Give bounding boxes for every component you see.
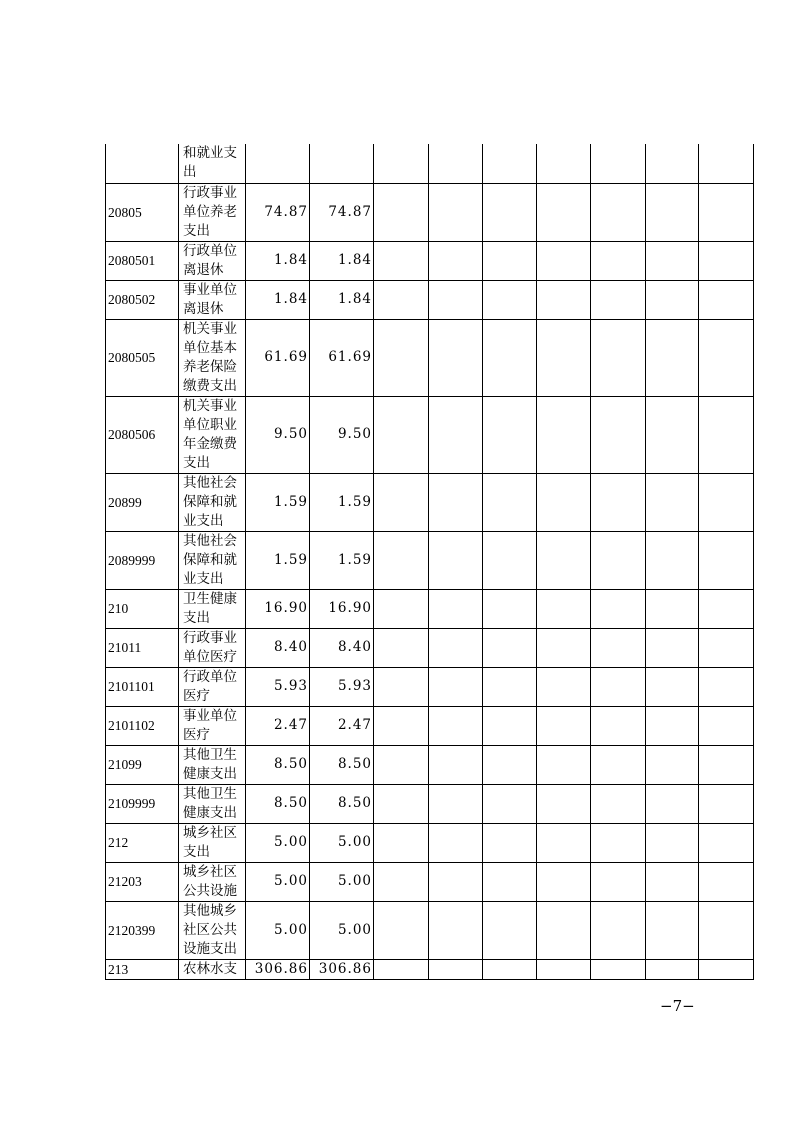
item-name-line: 农林水支 — [183, 960, 237, 977]
empty-cell — [646, 280, 699, 319]
table-row — [106, 531, 754, 589]
empty-cell — [537, 396, 591, 473]
empty-cell — [483, 531, 537, 589]
empty-cell — [429, 901, 483, 959]
empty-cell — [646, 183, 699, 241]
basic-amount: 16.90 — [310, 589, 374, 628]
empty-cell — [591, 280, 646, 319]
total-amount: 5.00 — [246, 823, 310, 862]
item-name-line: 其他城乡 — [183, 902, 237, 919]
item-name — [179, 706, 246, 745]
empty-cell — [591, 823, 646, 862]
empty-cell — [646, 745, 699, 784]
empty-cell — [483, 183, 537, 241]
empty-cell — [374, 784, 429, 823]
item-name-line: 支出 — [183, 454, 210, 471]
item-name-line: 单位养老 — [183, 203, 237, 220]
empty-cell — [537, 901, 591, 959]
item-code: 21099 — [106, 745, 179, 784]
item-code: 2101101 — [106, 667, 179, 706]
empty-cell — [374, 280, 429, 319]
total-amount: 306.86 — [246, 959, 310, 979]
item-code: 2080506 — [106, 396, 179, 473]
table-row — [106, 823, 754, 862]
empty-cell — [646, 319, 699, 396]
empty-cell — [699, 959, 754, 979]
empty-cell — [483, 823, 537, 862]
empty-cell — [429, 706, 483, 745]
item-name-line: 其他社会 — [183, 532, 237, 549]
empty-cell — [429, 144, 483, 183]
empty-cell — [429, 319, 483, 396]
item-name-line: 社区公共 — [183, 921, 237, 938]
item-name-line: 行政事业 — [183, 184, 237, 201]
empty-cell — [646, 901, 699, 959]
basic-amount: 8.50 — [310, 784, 374, 823]
empty-cell — [374, 473, 429, 531]
item-name-line: 支出 — [183, 609, 210, 626]
table-row — [106, 319, 754, 396]
item-code: 21011 — [106, 628, 179, 667]
empty-cell — [646, 589, 699, 628]
item-name-line: 事业单位 — [183, 281, 237, 298]
item-code: 2109999 — [106, 784, 179, 823]
item-code: 2080501 — [106, 241, 179, 280]
item-name-line: 医疗 — [183, 687, 210, 704]
item-name — [179, 589, 246, 628]
empty-cell — [699, 862, 754, 901]
item-name-line: 健康支出 — [183, 804, 237, 821]
empty-cell — [591, 589, 646, 628]
empty-cell — [537, 589, 591, 628]
table-row — [106, 473, 754, 531]
item-code: 2080505 — [106, 319, 179, 396]
item-name-line: 其他社会 — [183, 474, 237, 491]
empty-cell — [591, 531, 646, 589]
empty-cell — [483, 959, 537, 979]
table-row — [106, 589, 754, 628]
item-code: 213 — [106, 959, 179, 979]
total-amount: 61.69 — [246, 319, 310, 396]
table-row — [106, 745, 754, 784]
empty-cell — [699, 745, 754, 784]
empty-cell — [537, 241, 591, 280]
empty-cell — [537, 959, 591, 979]
empty-cell — [591, 319, 646, 396]
empty-cell — [646, 706, 699, 745]
empty-cell — [483, 589, 537, 628]
page-number: −7− — [660, 997, 695, 1015]
empty-cell — [429, 667, 483, 706]
table-row — [106, 396, 754, 473]
total-amount: 5.00 — [246, 862, 310, 901]
basic-amount: 306.86 — [310, 959, 374, 979]
empty-cell — [374, 823, 429, 862]
item-name-line: 业支出 — [183, 512, 224, 529]
empty-cell — [699, 901, 754, 959]
empty-cell — [699, 628, 754, 667]
item-name-line: 其他卫生 — [183, 785, 237, 802]
item-name — [179, 319, 246, 396]
item-name-line: 设施支出 — [183, 940, 237, 957]
empty-cell — [591, 862, 646, 901]
table-row — [106, 706, 754, 745]
total-amount: 1.59 — [246, 473, 310, 531]
total-amount: 5.93 — [246, 667, 310, 706]
empty-cell — [591, 667, 646, 706]
item-name-line: 卫生健康 — [183, 590, 237, 607]
empty-cell — [646, 396, 699, 473]
empty-cell — [429, 531, 483, 589]
empty-cell — [374, 745, 429, 784]
empty-cell — [537, 144, 591, 183]
empty-cell — [374, 667, 429, 706]
empty-cell — [699, 589, 754, 628]
empty-cell — [374, 706, 429, 745]
empty-cell — [483, 706, 537, 745]
item-name-line: 行政单位 — [183, 668, 237, 685]
item-name — [179, 531, 246, 589]
item-name-line: 业支出 — [183, 570, 224, 587]
empty-cell — [591, 784, 646, 823]
item-code — [106, 144, 179, 183]
item-name-line: 城乡社区 — [183, 824, 237, 841]
item-name — [179, 628, 246, 667]
item-name-line: 行政单位 — [183, 242, 237, 259]
empty-cell — [591, 183, 646, 241]
item-name-line: 单位基本 — [183, 339, 237, 356]
empty-cell — [646, 667, 699, 706]
empty-cell — [429, 396, 483, 473]
empty-cell — [537, 531, 591, 589]
empty-cell — [374, 396, 429, 473]
item-name — [179, 823, 246, 862]
empty-cell — [483, 667, 537, 706]
empty-cell — [483, 319, 537, 396]
empty-cell — [374, 862, 429, 901]
basic-amount — [310, 144, 374, 183]
empty-cell — [699, 241, 754, 280]
table-row — [106, 901, 754, 959]
item-name-line: 机关事业 — [183, 397, 237, 414]
empty-cell — [646, 959, 699, 979]
empty-cell — [483, 241, 537, 280]
item-name — [179, 144, 246, 183]
item-name — [179, 901, 246, 959]
empty-cell — [591, 396, 646, 473]
table-row — [106, 784, 754, 823]
basic-amount: 74.87 — [310, 183, 374, 241]
empty-cell — [429, 241, 483, 280]
item-code: 21203 — [106, 862, 179, 901]
item-name-line: 保障和就 — [183, 493, 237, 510]
item-name — [179, 396, 246, 473]
total-amount: 5.00 — [246, 901, 310, 959]
empty-cell — [699, 144, 754, 183]
empty-cell — [646, 241, 699, 280]
empty-cell — [483, 473, 537, 531]
basic-amount: 2.47 — [310, 706, 374, 745]
item-name-line: 其他卫生 — [183, 746, 237, 763]
empty-cell — [646, 862, 699, 901]
empty-cell — [483, 280, 537, 319]
empty-cell — [699, 667, 754, 706]
basic-amount: 1.59 — [310, 531, 374, 589]
empty-cell — [591, 241, 646, 280]
item-code: 20899 — [106, 473, 179, 531]
empty-cell — [374, 901, 429, 959]
empty-cell — [483, 628, 537, 667]
item-name-line: 离退休 — [183, 261, 224, 278]
empty-cell — [699, 531, 754, 589]
item-name-line: 医疗 — [183, 726, 210, 743]
total-amount: 1.59 — [246, 531, 310, 589]
basic-amount: 9.50 — [310, 396, 374, 473]
basic-amount: 1.59 — [310, 473, 374, 531]
empty-cell — [483, 862, 537, 901]
empty-cell — [429, 784, 483, 823]
empty-cell — [483, 144, 537, 183]
empty-cell — [537, 667, 591, 706]
empty-cell — [591, 745, 646, 784]
empty-cell — [537, 706, 591, 745]
item-name-line: 机关事业 — [183, 320, 237, 337]
empty-cell — [699, 473, 754, 531]
item-name-line: 支出 — [183, 222, 210, 239]
item-name-line: 健康支出 — [183, 765, 237, 782]
empty-cell — [699, 784, 754, 823]
empty-cell — [374, 241, 429, 280]
empty-cell — [591, 959, 646, 979]
empty-cell — [483, 396, 537, 473]
item-name — [179, 784, 246, 823]
empty-cell — [646, 144, 699, 183]
empty-cell — [537, 862, 591, 901]
empty-cell — [699, 280, 754, 319]
empty-cell — [374, 628, 429, 667]
item-name — [179, 280, 246, 319]
empty-cell — [429, 823, 483, 862]
item-name-line: 保障和就 — [183, 551, 237, 568]
empty-cell — [374, 183, 429, 241]
basic-amount: 5.93 — [310, 667, 374, 706]
empty-cell — [537, 280, 591, 319]
empty-cell — [591, 144, 646, 183]
total-amount: 2.47 — [246, 706, 310, 745]
basic-amount: 61.69 — [310, 319, 374, 396]
item-name-line: 行政事业 — [183, 629, 237, 646]
empty-cell — [374, 319, 429, 396]
empty-cell — [374, 144, 429, 183]
table-row — [106, 862, 754, 901]
total-amount: 1.84 — [246, 280, 310, 319]
item-name-line: 事业单位 — [183, 707, 237, 724]
empty-cell — [374, 959, 429, 979]
empty-cell — [591, 706, 646, 745]
item-code: 2101102 — [106, 706, 179, 745]
table-row — [106, 241, 754, 280]
item-name-line: 年金缴费 — [183, 435, 237, 452]
empty-cell — [646, 628, 699, 667]
total-amount: 16.90 — [246, 589, 310, 628]
basic-amount: 5.00 — [310, 901, 374, 959]
empty-cell — [374, 531, 429, 589]
empty-cell — [483, 784, 537, 823]
basic-amount: 1.84 — [310, 280, 374, 319]
item-code: 2080502 — [106, 280, 179, 319]
empty-cell — [699, 319, 754, 396]
empty-cell — [483, 901, 537, 959]
empty-cell — [429, 959, 483, 979]
table-row — [106, 667, 754, 706]
total-amount: 8.50 — [246, 784, 310, 823]
empty-cell — [429, 628, 483, 667]
item-code: 2120399 — [106, 901, 179, 959]
table-row — [106, 959, 754, 979]
empty-cell — [483, 745, 537, 784]
empty-cell — [429, 473, 483, 531]
empty-cell — [537, 319, 591, 396]
empty-cell — [699, 396, 754, 473]
table-row — [106, 628, 754, 667]
empty-cell — [646, 823, 699, 862]
item-code: 2089999 — [106, 531, 179, 589]
item-name-line: 养老保险 — [183, 358, 237, 375]
item-name — [179, 241, 246, 280]
empty-cell — [537, 823, 591, 862]
item-name — [179, 473, 246, 531]
empty-cell — [429, 280, 483, 319]
item-name-line: 和就业支 — [183, 145, 237, 162]
item-name-line: 出 — [183, 164, 197, 181]
item-code: 212 — [106, 823, 179, 862]
total-amount — [246, 144, 310, 183]
empty-cell — [429, 589, 483, 628]
empty-cell — [429, 183, 483, 241]
empty-cell — [591, 628, 646, 667]
basic-amount: 5.00 — [310, 823, 374, 862]
empty-cell — [646, 473, 699, 531]
table-row — [106, 280, 754, 319]
table-body — [106, 144, 754, 979]
empty-cell — [591, 901, 646, 959]
empty-cell — [537, 628, 591, 667]
empty-cell — [646, 531, 699, 589]
item-code: 210 — [106, 589, 179, 628]
table-row — [106, 144, 754, 183]
total-amount: 1.84 — [246, 241, 310, 280]
empty-cell — [646, 784, 699, 823]
empty-cell — [699, 706, 754, 745]
empty-cell — [537, 745, 591, 784]
basic-amount: 8.40 — [310, 628, 374, 667]
item-name — [179, 667, 246, 706]
item-name — [179, 745, 246, 784]
item-name-line: 离退休 — [183, 300, 224, 317]
empty-cell — [537, 473, 591, 531]
item-name — [179, 959, 246, 979]
total-amount: 9.50 — [246, 396, 310, 473]
empty-cell — [699, 823, 754, 862]
item-name-line: 单位职业 — [183, 416, 237, 433]
empty-cell — [537, 183, 591, 241]
item-name-line: 公共设施 — [183, 882, 237, 899]
item-name-line: 支出 — [183, 843, 210, 860]
total-amount: 74.87 — [246, 183, 310, 241]
empty-cell — [591, 473, 646, 531]
total-amount: 8.40 — [246, 628, 310, 667]
empty-cell — [429, 745, 483, 784]
item-name — [179, 183, 246, 241]
basic-amount: 8.50 — [310, 745, 374, 784]
basic-amount: 1.84 — [310, 241, 374, 280]
table-row — [106, 183, 754, 241]
empty-cell — [374, 589, 429, 628]
item-name-line: 单位医疗 — [183, 648, 237, 665]
basic-amount: 5.00 — [310, 862, 374, 901]
item-name-line: 城乡社区 — [183, 863, 237, 880]
item-name — [179, 862, 246, 901]
item-code: 20805 — [106, 183, 179, 241]
empty-cell — [699, 183, 754, 241]
budget-table — [105, 144, 754, 980]
item-name-line: 缴费支出 — [183, 377, 237, 394]
total-amount: 8.50 — [246, 745, 310, 784]
empty-cell — [537, 784, 591, 823]
empty-cell — [429, 862, 483, 901]
